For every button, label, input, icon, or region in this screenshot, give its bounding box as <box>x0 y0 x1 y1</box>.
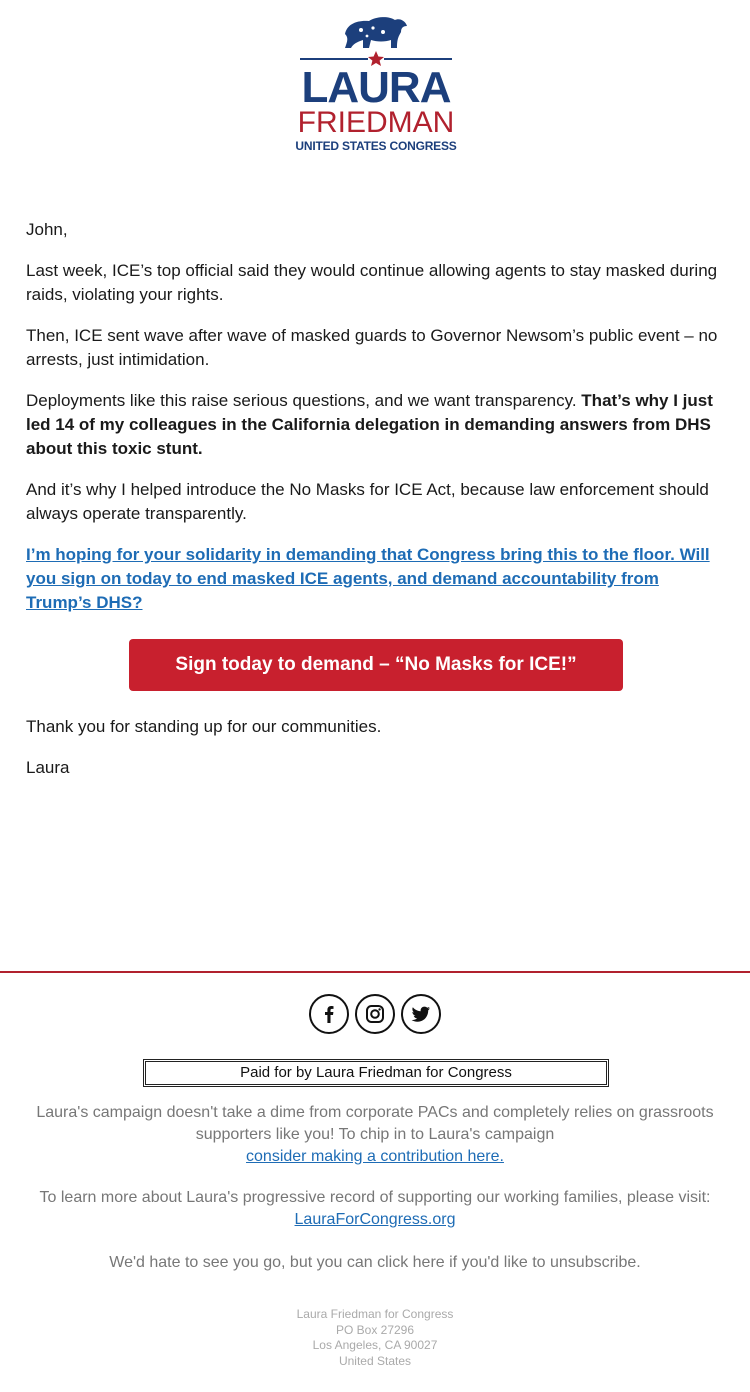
social-links <box>0 994 750 1034</box>
learn-more-text: To learn more about Laura's progressive record of supporting our working families, please visit: <box>39 1189 711 1206</box>
address-org: Laura Friedman for Congress <box>296 1307 454 1321</box>
logo-subtitle: UNITED STATES CONGRESS <box>295 139 457 153</box>
bear-icon <box>341 14 411 50</box>
paragraph-3-bold: That’s why I just led 14 of my colleagues in the California delegation in demanding answers from DHS about this toxic stunt. <box>26 391 713 458</box>
address-city: Los Angeles, CA 90027 <box>312 1338 438 1352</box>
grassroots-note <box>0 1102 750 1168</box>
paid-for-disclaimer: Paid for by Laura Friedman for Congress <box>143 1059 609 1087</box>
learn-more-note <box>0 1187 750 1231</box>
letter-body <box>26 218 726 797</box>
address-country: United States <box>338 1353 412 1368</box>
address-po-box: PO Box 27296 <box>335 1322 415 1337</box>
logo-name-last: FRIEDMAN <box>297 106 455 139</box>
campaign-logo <box>290 14 462 154</box>
facebook-icon[interactable] <box>309 994 349 1034</box>
twitter-icon[interactable] <box>401 994 441 1034</box>
contribution-link[interactable]: consider making a contribution here. <box>246 1148 504 1165</box>
logo-name-first: LAURA <box>301 63 451 112</box>
unsubscribe-note[interactable]: We'd hate to see you go, but you can click here if you'd like to unsubscribe. <box>109 1254 641 1271</box>
sign-petition-button[interactable]: Sign today to demand – “No Masks for ICE!” <box>129 639 623 691</box>
paragraph-3-text: Deployments like this raise serious questions, and we want transparency. <box>26 391 582 410</box>
signature: Laura <box>26 758 70 777</box>
instagram-icon[interactable] <box>355 994 395 1034</box>
grassroots-text: Laura's campaign doesn't take a dime from corporate PACs and completely relies on grassroots supporters like you! To chip in to Laura's campaign <box>36 1104 714 1143</box>
mailing-address <box>0 1307 750 1369</box>
footer-divider <box>0 971 750 973</box>
greeting: John, <box>26 220 68 239</box>
paragraph-2: Then, ICE sent wave after wave of masked guards to Governor Newsom’s public event – no arrests, just intimidation. <box>26 326 718 369</box>
paragraph-1: Last week, ICE’s top official said they would continue allowing agents to stay masked during raids, violating your rights. <box>26 261 718 304</box>
petition-link[interactable]: I’m hoping for your solidarity in demanding that Congress bring this to the floor. Will you sign on today to end masked ICE agents, and demand accountability from Trump’s DHS? <box>26 545 710 612</box>
paragraph-4: And it’s why I helped introduce the No Masks for ICE Act, because law enforcement should always operate transparently. <box>26 480 709 523</box>
website-link[interactable]: LauraForCongress.org <box>294 1211 456 1228</box>
paragraph-3 <box>26 389 726 461</box>
closing: Thank you for standing up for our communities. <box>26 717 382 736</box>
